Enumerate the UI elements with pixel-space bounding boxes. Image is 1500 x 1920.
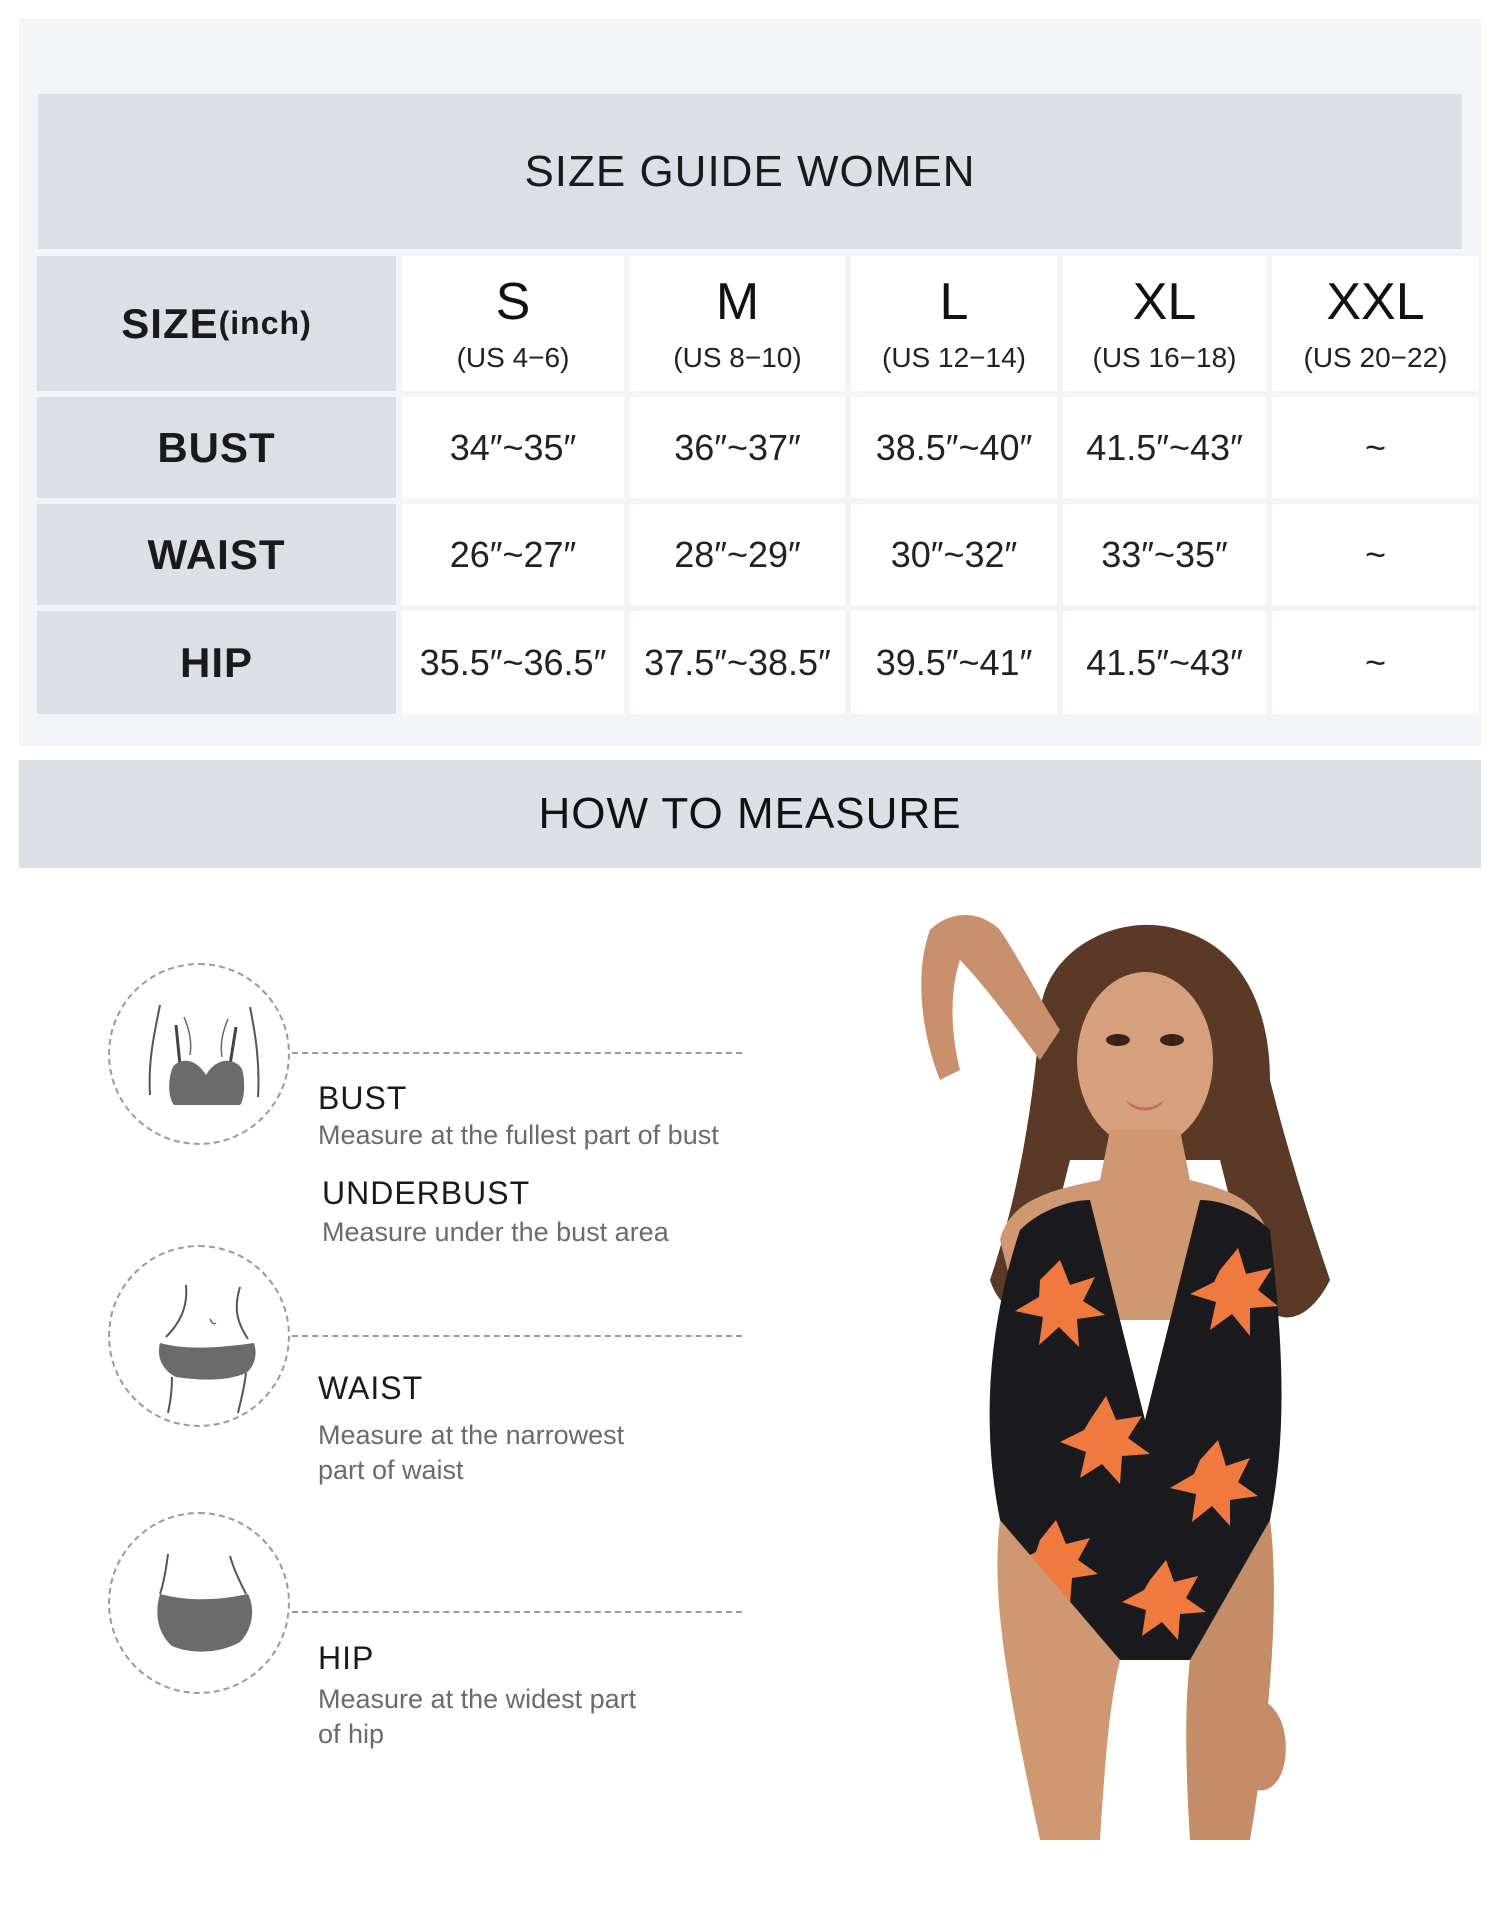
table-cell: 34″~35″ — [402, 397, 624, 498]
hip-dashed-line — [292, 1611, 742, 1613]
row-label-bust: BUST — [37, 397, 396, 498]
waist-diagram — [108, 1245, 290, 1427]
waist-description: Measure at the narrowest part of waist — [318, 1420, 625, 1485]
bust-diagram — [108, 963, 290, 1145]
bust-dashed-line — [292, 1052, 742, 1054]
table-cell: 39.5″~41″ — [851, 611, 1057, 714]
how-to-measure-header — [19, 760, 1481, 868]
size-guide-title: SIZE GUIDE WOMEN — [524, 146, 976, 196]
size-corner-unit: (inch) — [218, 305, 312, 341]
table-cell: 41.5″~43″ — [1063, 397, 1266, 498]
hip-title: HIP — [318, 1640, 375, 1676]
table-cell: ~ — [1272, 504, 1479, 605]
briefs-icon — [110, 1247, 292, 1429]
bra-icon — [110, 965, 292, 1147]
row-label-hip: HIP — [37, 611, 396, 714]
size-col-header — [1063, 256, 1266, 391]
size-col-header — [402, 256, 624, 391]
us-size-label: (US 16−18) — [1092, 341, 1237, 373]
us-size-label: (US 8−10) — [673, 341, 802, 373]
size-label: S — [495, 272, 531, 331]
table-cell: 30″~32″ — [851, 504, 1057, 605]
size-label: M — [715, 272, 760, 331]
size-table — [37, 256, 1461, 706]
hip-description: Measure at the widest part of hip — [318, 1684, 637, 1749]
table-cell: 37.5″~38.5″ — [630, 611, 845, 714]
us-size-label: (US 20−22) — [1303, 341, 1448, 373]
size-col-header — [630, 256, 845, 391]
underbust-title: UNDERBUST — [322, 1175, 531, 1211]
size-corner-cell — [37, 256, 396, 391]
underbust-description: Measure under the bust area — [322, 1217, 669, 1247]
size-col-header — [1272, 256, 1479, 391]
size-col-header — [851, 256, 1057, 391]
us-size-label: (US 4−6) — [456, 341, 570, 373]
table-cell: ~ — [1272, 611, 1479, 714]
table-cell: 28″~29″ — [630, 504, 845, 605]
size-guide-header — [38, 94, 1462, 249]
hip-briefs-icon — [110, 1514, 292, 1696]
table-cell: 26″~27″ — [402, 504, 624, 605]
table-cell: ~ — [1272, 397, 1479, 498]
table-cell: 38.5″~40″ — [851, 397, 1057, 498]
how-to-measure-title: HOW TO MEASURE — [538, 789, 962, 838]
waist-dashed-line — [292, 1335, 742, 1337]
model-photo — [890, 900, 1380, 1860]
size-label: XXL — [1326, 272, 1425, 331]
row-label-waist: WAIST — [37, 504, 396, 605]
size-label: L — [939, 272, 969, 331]
table-cell: 41.5″~43″ — [1063, 611, 1266, 714]
bust-title: BUST — [318, 1080, 408, 1116]
table-cell: 36″~37″ — [630, 397, 845, 498]
hip-diagram — [108, 1512, 290, 1694]
bust-description: Measure at the fullest part of bust — [318, 1120, 719, 1150]
table-cell: 33″~35″ — [1063, 504, 1266, 605]
size-label: XL — [1132, 272, 1197, 331]
size-corner-label: SIZE — [121, 299, 219, 347]
waist-title: WAIST — [318, 1370, 424, 1406]
us-size-label: (US 12−14) — [882, 341, 1026, 373]
table-cell: 35.5″~36.5″ — [402, 611, 624, 714]
